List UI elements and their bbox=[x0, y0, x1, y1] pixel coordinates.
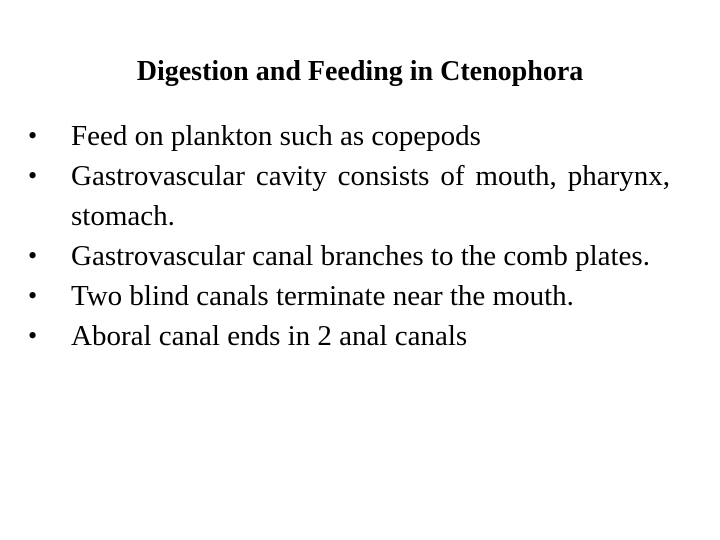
bullet-text: Feed on plankton such as copepods bbox=[71, 120, 481, 152]
bullet-item bbox=[28, 156, 670, 236]
bullet-item bbox=[28, 116, 670, 156]
bullet-icon: • bbox=[28, 321, 38, 350]
bullet-item bbox=[28, 276, 670, 316]
bullet-icon: • bbox=[28, 281, 38, 310]
bullet-text: Aboral canal ends in 2 anal canals bbox=[71, 320, 468, 352]
bullet-icon: • bbox=[28, 161, 38, 190]
bullet-text: Two blind canals terminate near the mouth. bbox=[71, 280, 574, 312]
bullet-item bbox=[28, 236, 670, 276]
bullet-icon: • bbox=[28, 241, 38, 270]
bullet-text: Gastrovascular cavity consists of mouth, pharynx, stomach. bbox=[71, 160, 670, 232]
slide-title: Digestion and Feeding in Ctenophora bbox=[136, 56, 584, 87]
bullet-list bbox=[28, 116, 670, 356]
bullet-text: Gastrovascular canal branches to the comb plates. bbox=[71, 240, 650, 272]
bullet-item bbox=[28, 316, 670, 356]
bullet-icon: • bbox=[28, 121, 38, 150]
